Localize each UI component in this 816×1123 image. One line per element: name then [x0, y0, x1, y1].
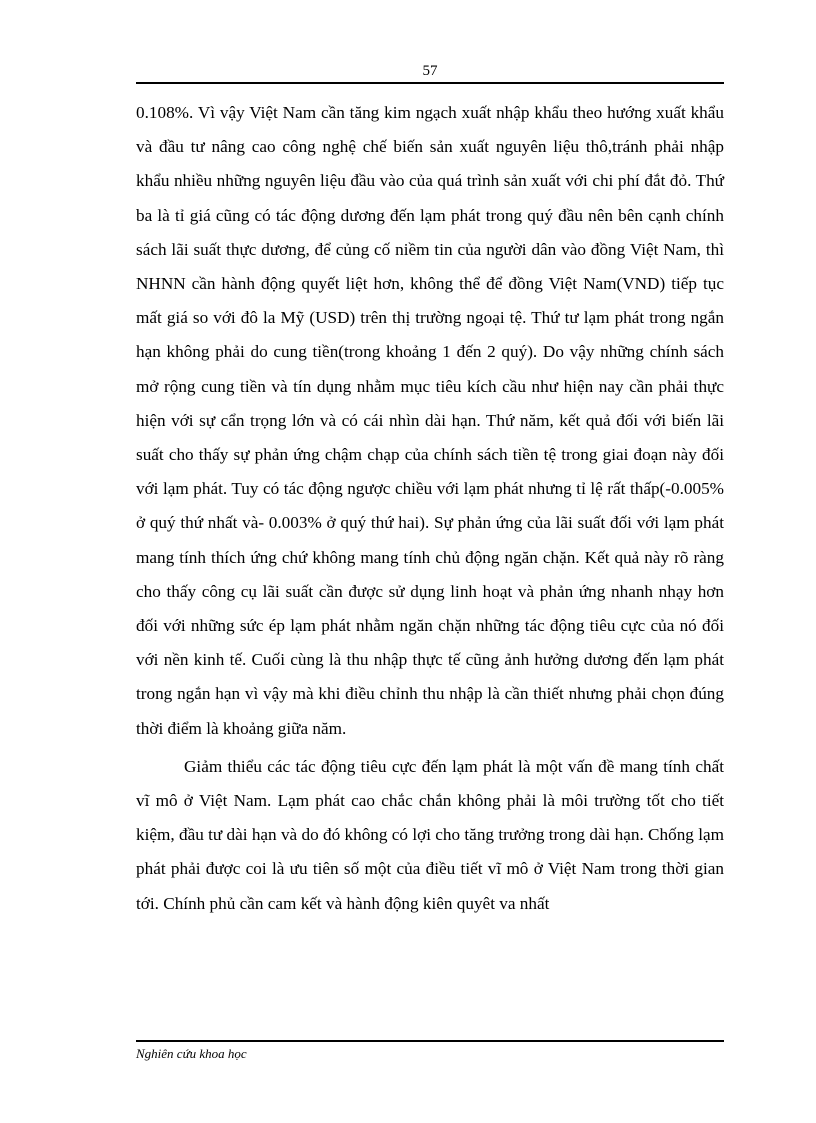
page-number: 57: [422, 63, 438, 79]
header-rule: [136, 82, 724, 84]
paragraph-1: 0.108%. Vì vậy Việt Nam cần tăng kim ngạch xuất nhập khẩu theo hướng xuất khẩu và đầu tư nâng cao công nghệ chế biến sản xuất nguyên liệu thô,tránh phải nhập khẩu nhiều những nguyên liệu đầu vào của quá trình sản xuất với chi phí đắt đỏ. Thứ ba là tỉ giá cũng có tác động dương đến lạm phát trong quý đầu nên bên cạnh chính sách lãi suất thực dương, để củng cố niềm tin của người dân vào đồng Việt Nam, thì NHNN cần hành động quyết liệt hơn, không thể để đồng Việt Nam(VND) tiếp tục mất giá so với đô la Mỹ (USD) trên thị trường ngoại tệ. Thứ tư lạm phát trong ngắn hạn không phải do cung tiền(trong khoảng 1 đến 2 quý). Do vậy những chính sách mở rộng cung tiền và tín dụng nhằm mục tiêu kích cầu như hiện nay cần phải thực hiện với sự cẩn trọng lớn và có cái nhìn dài hạn. Thứ năm, kết quả đối với biến lãi suất cho thấy sự phản ứng chậm chạp của chính sách tiền tệ trong giai đoạn này đối với lạm phát. Tuy có tác động ngược chiều với lạm phát nhưng tỉ lệ rất thấp(-0.005% ở quý thứ nhất và- 0.003% ở quý thứ hai). Sự phản ứng của lãi suất đối với lạm phát mang tính thích ứng chứ không mang tính chủ động ngăn chặn. Kết quả này rõ ràng cho thấy công cụ lãi suất cần được sử dụng linh hoạt và phản ứng nhanh nhạy hơn đối với những sức ép lạm phát nhằm ngăn chặn những tác động tiêu cực của nó đối với nền kinh tế. Cuối cùng là thu nhập thực tế cũng ảnh hưởng dương đến lạm phát trong ngắn hạn vì vậy mà khi điều chỉnh thu nhập là cần thiết nhưng phải chọn đúng thời điểm là khoảng giữa năm.: [136, 103, 724, 738]
document-body: [136, 96, 724, 921]
paragraph-2: Giảm thiểu các tác động tiêu cực đến lạm phát là một vấn đề mang tính chất vĩ mô ở Việt Nam. Lạm phát cao chắc chắn không phải là môi trường tốt cho tiết kiệm, đầu tư dài hạn và do đó không có lợi cho tăng trưởng trong dài hạn. Chống lạm phát phải được coi là ưu tiên số một của điều tiết vĩ mô ở Việt Nam trong thời gian tới. Chính phủ cần cam kết và hành động kiên quyêt va nhất: [136, 756, 724, 913]
footer-label: Nghiên cứu khoa học: [136, 1046, 247, 1061]
footer-rule: [136, 1040, 724, 1042]
